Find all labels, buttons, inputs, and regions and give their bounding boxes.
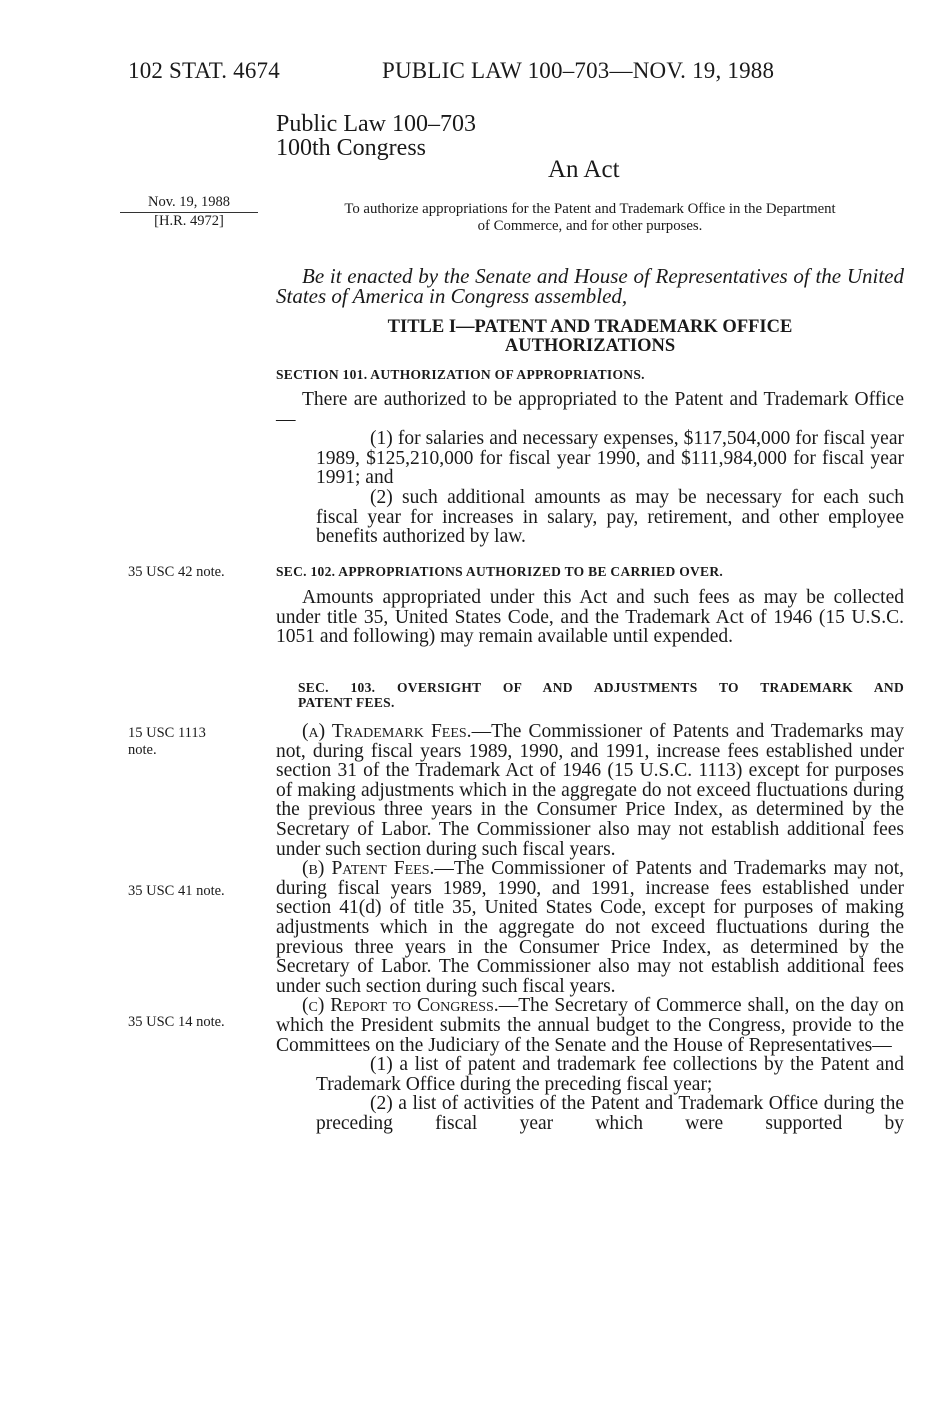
- public-law-number: Public Law 100–703: [276, 111, 476, 137]
- title-heading: [276, 318, 904, 356]
- section-103-heading-line: SEC. 103. OVERSIGHT OF AND ADJUSTMENTS TO TRADEMARK AND: [298, 680, 904, 695]
- subsection-b-text: —The Commissioner of Patents and Trademarks may not, during fiscal years 1989, 1990, and 1991, increase fees established under section 41(d) of title 35, United States Code, except for purposes of making adjustments which in the aggregate do not exceed fluctuations during the previous three years in the Consumer Price Index, as determined by the Secretary of Labor. The Commissioner also may not establish additional fees under such section during such fiscal years.: [276, 858, 904, 997]
- bill-number: [H.R. 4972]: [154, 213, 224, 229]
- margin-date-bill: [120, 194, 258, 230]
- subsection-a: [276, 722, 904, 859]
- subsection-c-item-1: (1) a list of patent and trademark fee collections by the Patent and Trademark Office during the preceding fiscal year;: [316, 1054, 904, 1095]
- section-102-heading: SEC. 102. APPROPRIATIONS AUTHORIZED TO BE CARRIED OVER.: [276, 564, 724, 579]
- purpose-line: of Commerce, and for other purposes.: [477, 218, 703, 234]
- section-101-body: [276, 390, 904, 547]
- act-purpose: [276, 201, 904, 235]
- margin-note-line: 15 USC 1113: [128, 725, 206, 741]
- section-101-heading: SECTION 101. AUTHORIZATION OF APPROPRIATIONS.: [276, 367, 645, 382]
- section-103-heading: [276, 680, 904, 710]
- title-heading-line: TITLE I—PATENT AND TRADEMARK OFFICE: [387, 317, 793, 337]
- section-101-item-1: (1) for salaries and necessary expenses, $117,504,000 for fiscal year 1989, $125,210,000 for fiscal year 1990, and $111,984,000 for fiscal year 1991; and: [316, 428, 904, 489]
- running-title: PUBLIC LAW 100–703—NOV. 19, 1988: [382, 58, 775, 83]
- subsection-c-text: —The Secretary of Commerce shall, on the day on which the President submits the annual budget to the Congress, provide to the Committees on the Judiciary of the Senate and the House of Representatives—: [276, 995, 904, 1056]
- subsection-c-item-2: (2) a list of activities of the Patent and Trademark Office during the preceding fiscal year which were supported by: [316, 1093, 904, 1134]
- enactment-date: Nov. 19, 1988: [120, 194, 258, 213]
- section-102-body: Amounts appropriated under this Act and such fees as may be collected under title 35, United States Code, and the Trademark Act of 1946 (15 U.S.C. 1051 and following) may remain available until expended.: [276, 587, 904, 648]
- margin-note-line: note.: [128, 742, 157, 758]
- margin-note-sec-103c: 35 USC 14 note.: [128, 1014, 225, 1030]
- title-heading-line: AUTHORIZATIONS: [504, 336, 676, 356]
- enacting-clause: Be it enacted by the Senate and House of Representatives of the United States of America in Congress assembled,: [276, 264, 904, 308]
- section-103-heading-line: PATENT FEES.: [298, 695, 395, 710]
- margin-note-sec-103b: 35 USC 41 note.: [128, 883, 225, 899]
- section-101-intro: There are authorized to be appropriated to the Patent and Trademark Office—: [276, 389, 904, 430]
- margin-note-sec-103a: [128, 725, 258, 759]
- subsection-c-label: (c) Report to Congress.: [302, 995, 499, 1017]
- page-stat-number: 102 STAT. 4674: [128, 58, 280, 83]
- subsection-a-text: —The Commissioner of Patents and Trademarks may not, during fiscal years 1989, 1990, and 1991, increase fees established under section 31 of the Trademark Act of 1946 (15 U.S.C. 1113) except for purposes of making adjustments which in the aggregate do not exceed fluctuations during the previous three years in the Consumer Price Index, as determined by the Secretary of Labor. The Commissioner also may not establish additional fees under such section during such fiscal years.: [276, 721, 905, 860]
- section-103-body: [276, 722, 904, 1133]
- congress-number: 100th Congress: [276, 135, 426, 161]
- subsection-b: [276, 859, 904, 996]
- margin-note-sec-102: 35 USC 42 note.: [128, 564, 225, 580]
- section-101-item-2: (2) such additional amounts as may be necessary for each such fiscal year for increases in salary, pay, retirement, and other employee benefits authorized by law.: [316, 486, 904, 548]
- subsection-b-label: (b) Patent Fees.: [302, 858, 435, 880]
- subsection-a-label: (a) Trademark Fees.: [302, 721, 472, 742]
- act-title: An Act: [548, 156, 620, 183]
- subsection-c: [276, 996, 904, 1055]
- purpose-line: To authorize appropriations for the Patent and Trademark Office in the Department: [344, 201, 836, 217]
